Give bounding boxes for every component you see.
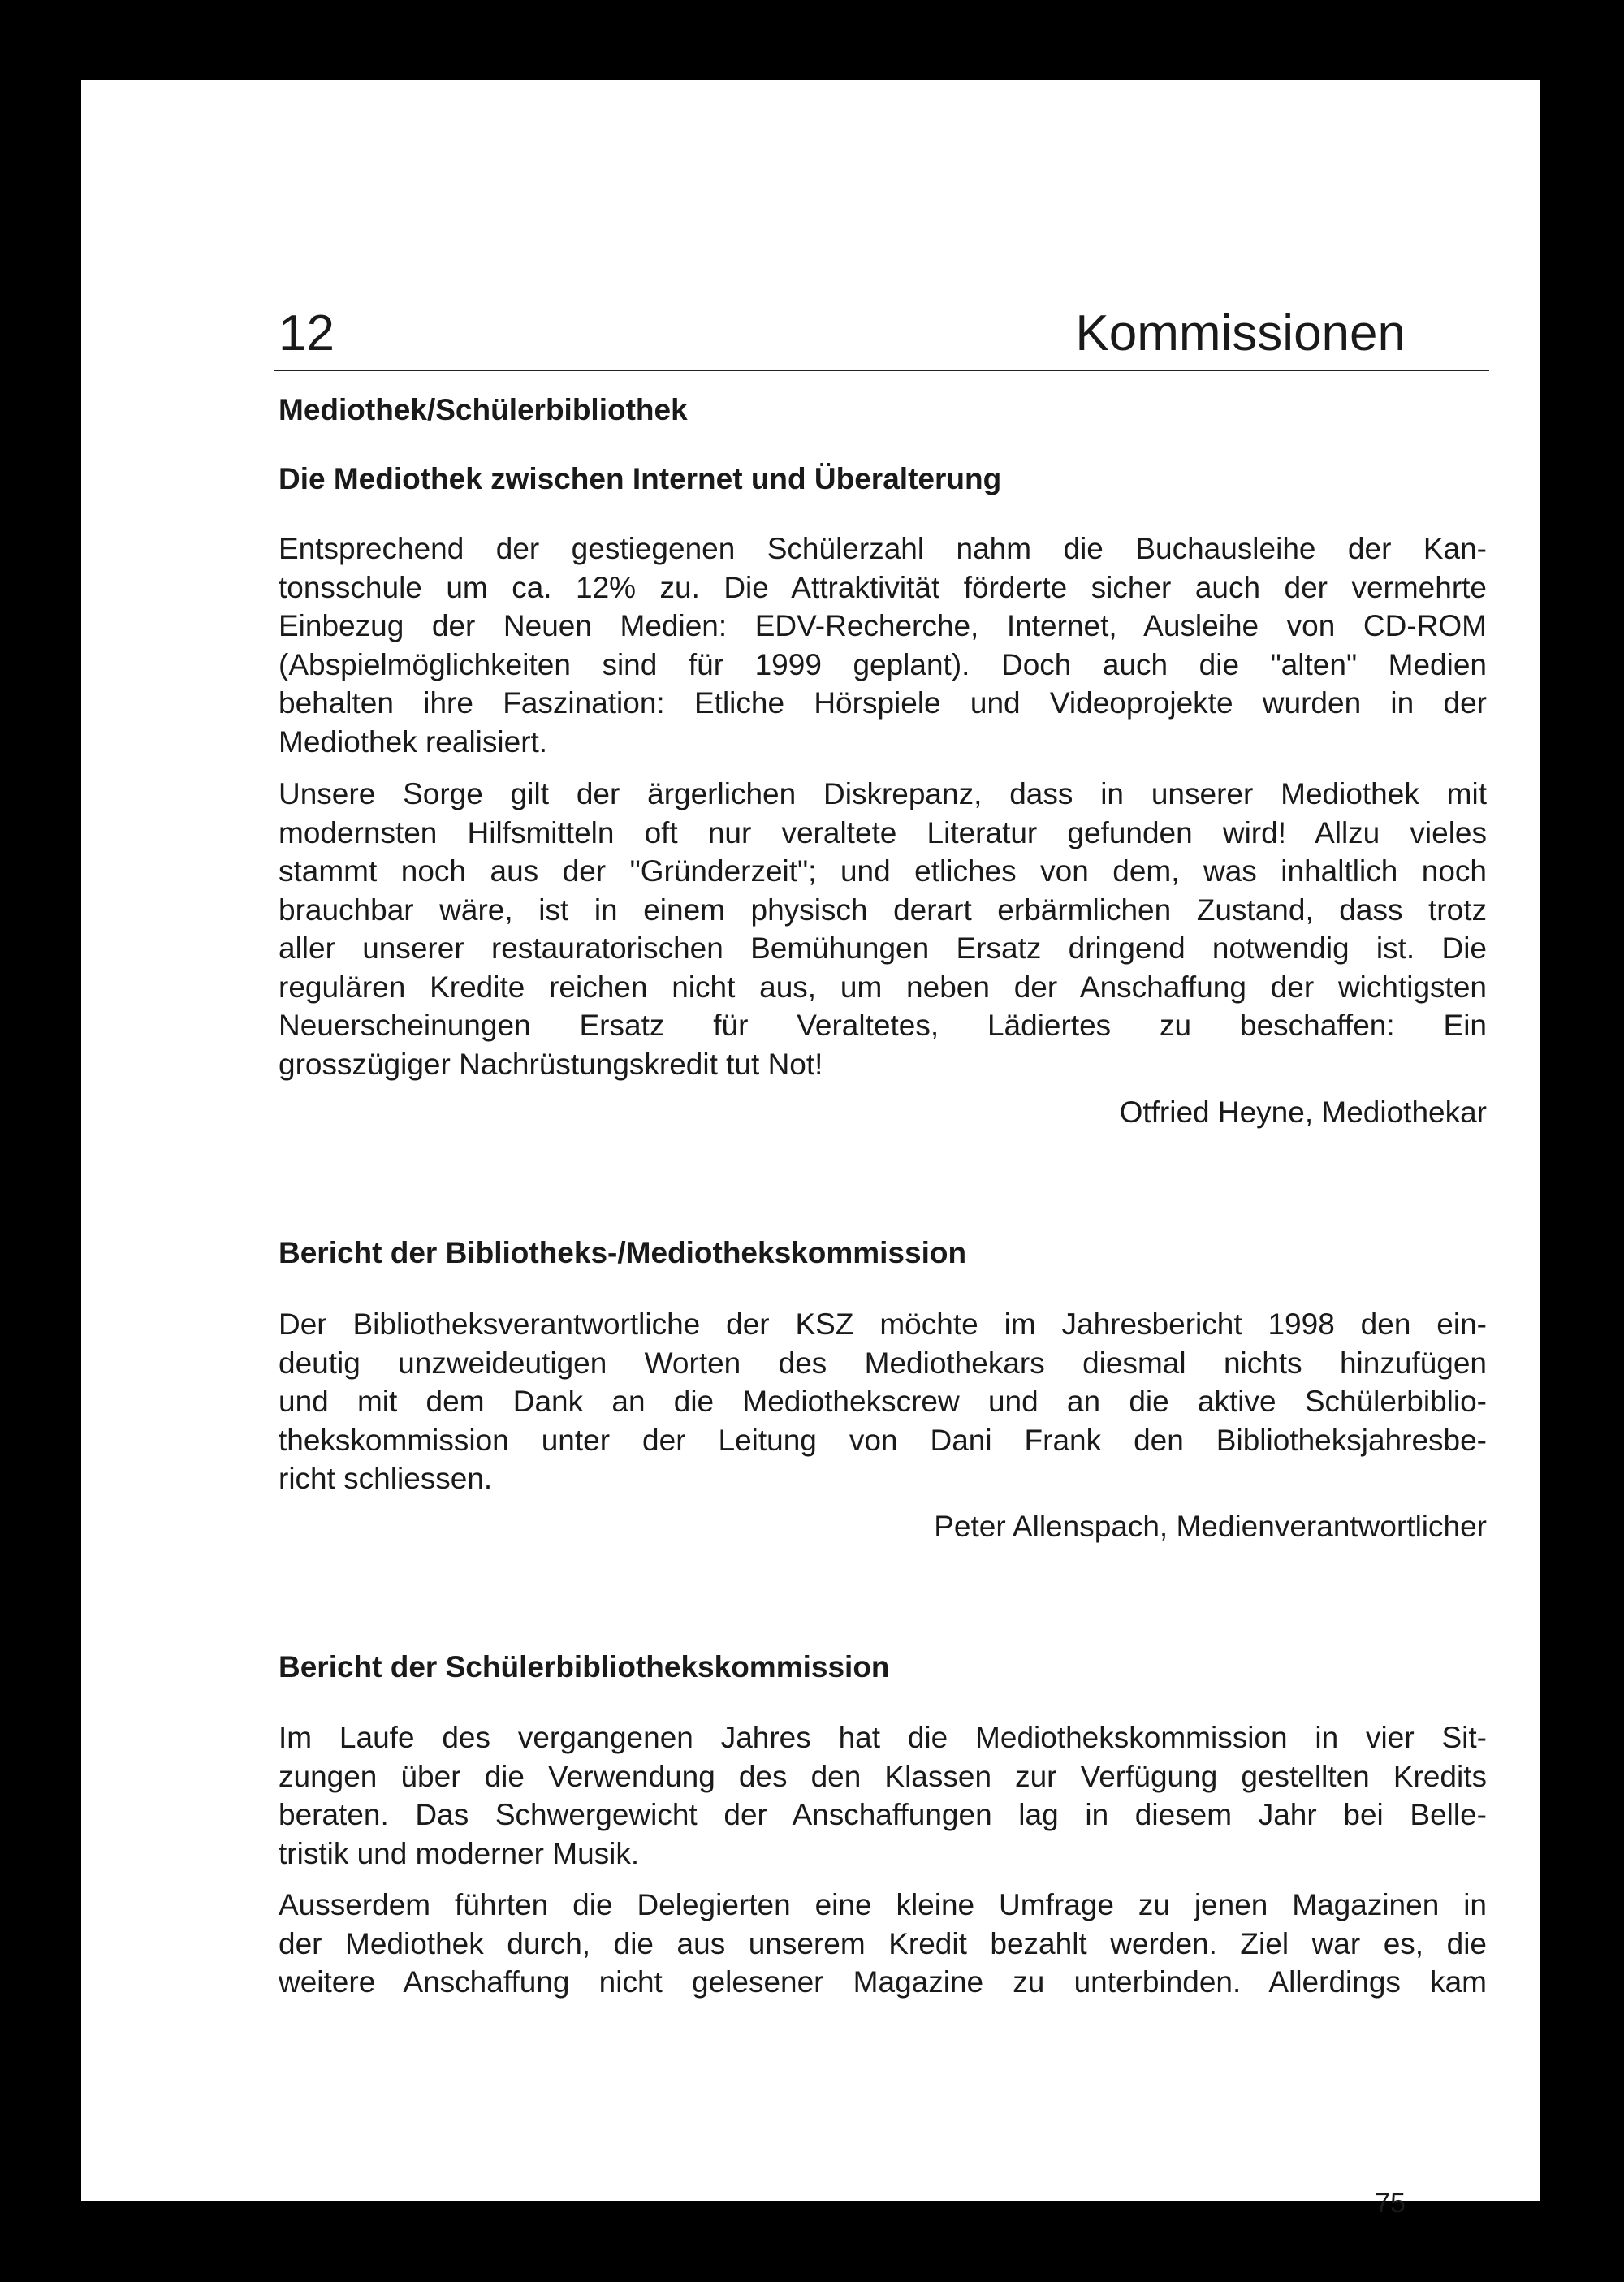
page-number: 75 [1375, 2188, 1406, 2219]
paragraph [279, 1305, 1487, 1498]
section-title-mediothek: Mediothek/Schülerbibliothek [279, 393, 688, 426]
signature: Peter Allenspach, Medienverantwortlicher [934, 1510, 1487, 1543]
chapter-number: 12 [279, 305, 335, 361]
text-line: zungen über die Verwendung des den Klassen zur Verfügung gestellten Kredits [279, 1759, 1487, 1793]
text-line: tonsschule um ca. 12% zu. Die Attraktivität förderte sicher auch der vermehrte [279, 570, 1487, 604]
chapter-title: Kommissionen [1075, 305, 1406, 361]
text-line: Einbezug der Neuen Medien: EDV-Recherche, Internet, Ausleihe von CD-ROM [279, 609, 1487, 642]
text-line: der Mediothek durch, die aus unserem Kredit bezahlt werden. Ziel war es, die [279, 1926, 1487, 1960]
section-subtitle: Die Mediothek zwischen Internet und Überalterung [279, 462, 1002, 495]
text-line: aller unserer restauratorischen Bemühungen Ersatz dringend notwendig ist. Die [279, 931, 1487, 965]
paragraph [279, 529, 1487, 761]
text-line: grosszügiger Nachrüstungskredit tut Not! [279, 1047, 823, 1081]
paragraph [279, 1718, 1487, 1873]
header-rule [274, 370, 1489, 371]
text-line: Mediothek realisiert. [279, 724, 548, 759]
text-line: tristik und moderner Musik. [279, 1836, 640, 1870]
text-line: Entsprechend der gestiegenen Schülerzahl nahm die Buchausleihe der Kan- [279, 532, 1487, 565]
text-line: richt schliessen. [279, 1462, 493, 1495]
document-page [81, 80, 1540, 2219]
text-line: stammt noch aus der "Gründerzeit"; und etliches von dem, was inhaltlich noch [279, 854, 1487, 888]
text-line: deutig unzweideutigen Worten des Mediothekars diesmal nichts hinzufügen [279, 1346, 1487, 1380]
text-line: Neuerscheinungen Ersatz für Veraltetes, Lädiertes zu beschaffen: Ein [279, 1009, 1487, 1042]
section-title-bibliothekskommission: Bericht der Bibliotheks-/Mediothekskommission [279, 1236, 967, 1269]
text-line: regulären Kredite reichen nicht aus, um neben der Anschaffung der wichtigsten [279, 970, 1487, 1004]
text-line: Unsere Sorge gilt der ärgerlichen Diskrepanz, dass in unserer Mediothek mit [279, 777, 1487, 810]
text-line: Im Laufe des vergangenen Jahres hat die Mediothekskommission in vier Sit- [279, 1721, 1487, 1754]
text-line: thekskommission unter der Leitung von Dani Frank den Bibliotheksjahresbe- [279, 1423, 1487, 1457]
paragraph [279, 1886, 1487, 2002]
text-line: brauchbar wäre, ist in einem physisch derart erbärmlichen Zustand, dass trotz [279, 892, 1487, 927]
signature: Otfried Heyne, Mediothekar [1119, 1096, 1487, 1129]
text-line: und mit dem Dank an die Mediothekscrew und an die aktive Schülerbiblio- [279, 1385, 1487, 1418]
text-line: behalten ihre Faszination: Etliche Hörspiele und Videoprojekte wurden in der [279, 686, 1487, 720]
text-line: Ausserdem führten die Delegierten eine kleine Umfrage zu jenen Magazinen in [279, 1888, 1487, 1921]
section-title-schuelerbibliothekskommission: Bericht der Schülerbibliothekskommission [279, 1650, 890, 1683]
text-line: weitere Anschaffung nicht gelesener Magazine zu unterbinden. Allerdings kam [279, 1965, 1487, 1999]
text-line: Der Bibliotheksverantwortliche der KSZ möchte im Jahresbericht 1998 den ein- [279, 1307, 1487, 1341]
text-line: beraten. Das Schwergewicht der Anschaffungen lag in diesem Jahr bei Belle- [279, 1798, 1487, 1831]
text-line: modernsten Hilfsmitteln oft nur veraltete Literatur gefunden wird! Allzu vieles [279, 815, 1487, 849]
paragraph [279, 775, 1487, 1083]
text-line: (Abspielmöglichkeiten sind für 1999 geplant). Doch auch die "alten" Medien [279, 647, 1487, 681]
